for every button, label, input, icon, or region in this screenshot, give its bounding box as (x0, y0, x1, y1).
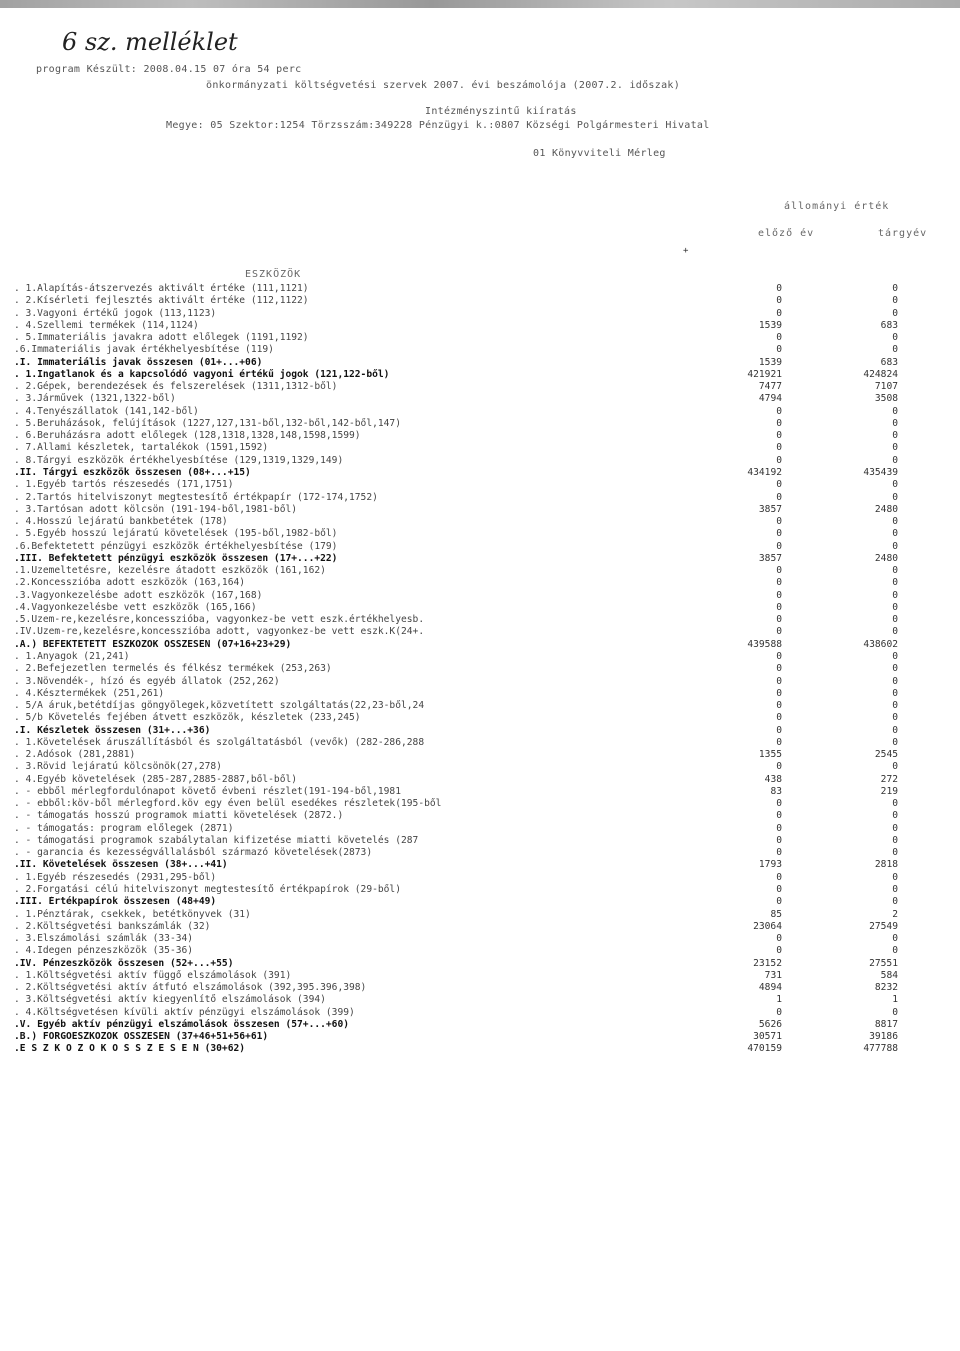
row-prev-year-value: 0 (776, 417, 782, 429)
row-subject-year-value: 0 (892, 871, 898, 883)
table-row (0, 958, 960, 970)
row-prev-year-value: 1355 (758, 749, 782, 761)
row-subject-year-value: 0 (892, 491, 898, 503)
row-prev-year-value: 0 (776, 528, 782, 540)
row-label: . - támogatás: program előlegek (2871) (14, 822, 234, 834)
table-row (0, 565, 960, 577)
row-label: . - garancia és kezességvállalásból származó követelések(2873) (14, 847, 373, 859)
table-row (0, 994, 960, 1006)
row-prev-year-value: 0 (776, 295, 782, 307)
row-subject-year-value: 27549 (869, 920, 898, 932)
row-subject-year-value: 683 (880, 356, 898, 368)
row-prev-year-value: 434192 (747, 466, 782, 478)
table-row (0, 798, 960, 810)
row-subject-year-value: 0 (892, 344, 898, 356)
row-subject-year-value: 0 (892, 417, 898, 429)
table-row (0, 406, 960, 418)
row-prev-year-value: 30571 (753, 1031, 782, 1043)
row-subject-year-value: 0 (892, 577, 898, 589)
row-subject-year-value: 0 (892, 332, 898, 344)
row-prev-year-value: 0 (776, 1006, 782, 1018)
row-label: . 2.Tartós hitelviszonyt megtestesítő értékpapír (172-174,1752) (14, 491, 378, 503)
table-row (0, 676, 960, 688)
row-prev-year-value: 7477 (758, 381, 782, 393)
row-prev-year-value: 0 (776, 454, 782, 466)
row-subject-year-value: 0 (892, 675, 898, 687)
row-subject-year-value: 0 (892, 847, 898, 859)
row-label: . - ebből mérlegfordulónapot követő évbeni részlet(191-194-ből,1981 (14, 785, 401, 797)
row-prev-year-value: 0 (776, 577, 782, 589)
row-label: .3.Vagyonkezelésbe adott eszközök (167,168) (14, 589, 263, 601)
row-prev-year-value: 1539 (758, 356, 782, 368)
row-prev-year-value: 0 (776, 884, 782, 896)
row-prev-year-value: 0 (776, 945, 782, 957)
row-label: . 2.Forgatási célú hitelviszonyt megtestesítő értékpapírok (29-ből) (14, 884, 401, 896)
table-row (0, 393, 960, 405)
row-prev-year-value: 439588 (747, 638, 782, 650)
row-subject-year-value: 1 (892, 994, 898, 1006)
table-row (0, 590, 960, 602)
column-header-subject-year: tárgyév (878, 228, 928, 239)
table-row (0, 982, 960, 994)
row-subject-year-value: 0 (892, 540, 898, 552)
table-row (0, 1007, 960, 1019)
row-prev-year-value: 0 (776, 700, 782, 712)
row-prev-year-value: 83 (770, 785, 782, 797)
row-label: .6.Befektetett pénzügyi eszközök értékhelyesbítése (179) (14, 540, 338, 552)
table-row (0, 602, 960, 614)
row-subject-year-value: 0 (892, 884, 898, 896)
row-label: . 1.Egyéb részesedés (2931,295-ből) (14, 871, 217, 883)
row-label: .I. Készletek összesen (31+...+36) (14, 724, 211, 736)
row-label: . 3.Elszámolási számlák (33-34) (14, 933, 194, 945)
table-row (0, 810, 960, 822)
row-prev-year-value: 421921 (747, 368, 782, 380)
row-prev-year-value: 23064 (753, 920, 782, 932)
row-subject-year-value: 0 (892, 650, 898, 662)
table-row (0, 479, 960, 491)
table-row (0, 835, 960, 847)
table-row (0, 639, 960, 651)
row-prev-year-value: 0 (776, 626, 782, 638)
row-subject-year-value: 0 (892, 442, 898, 454)
row-subject-year-value: 0 (892, 454, 898, 466)
row-label: . 2.Gépek, berendezések és felszerelések (1311,1312-ből) (14, 381, 338, 393)
row-subject-year-value: 683 (880, 319, 898, 331)
row-label: .IV.Üzem-re,kezelésre,koncesszióba adott, vagyonkez-be vett eszk.K(24+. (14, 626, 425, 638)
row-subject-year-value: 477788 (863, 1043, 898, 1055)
row-subject-year-value: 0 (892, 700, 898, 712)
row-subject-year-value: 0 (892, 687, 898, 699)
row-label: .II. Követelések összesen (38+...+41) (14, 859, 228, 871)
row-subject-year-value: 0 (892, 896, 898, 908)
row-prev-year-value: 0 (776, 405, 782, 417)
table-row (0, 528, 960, 540)
row-subject-year-value: 0 (892, 626, 898, 638)
row-label: .V. Egyéb aktív pénzügyi elszámolások összesen (57+...+60) (14, 1018, 350, 1030)
row-label: . 4.Tenyészállatok (141,142-ből) (14, 405, 199, 417)
row-label: . 5.Immateriális javakra adott előlegek (1191,1192) (14, 332, 309, 344)
row-subject-year-value: 0 (892, 565, 898, 577)
row-label: . 7.Állami készletek, tartalékok (1591,1592) (14, 442, 269, 454)
row-prev-year-value: 0 (776, 565, 782, 577)
row-subject-year-value: 0 (892, 945, 898, 957)
row-prev-year-value: 1 (776, 994, 782, 1006)
table-row (0, 344, 960, 356)
row-label: . 2.Kísérleti fejlesztés aktivált értéke (112,1122) (14, 295, 309, 307)
table-row (0, 455, 960, 467)
row-subject-year-value: 0 (892, 798, 898, 810)
row-label: . 3.Járművek (1321,1322-ből) (14, 393, 176, 405)
row-prev-year-value: 0 (776, 798, 782, 810)
table-row (0, 577, 960, 589)
table-row (0, 970, 960, 982)
table-row (0, 442, 960, 454)
row-subject-year-value: 438602 (863, 638, 898, 650)
table-row (0, 1031, 960, 1043)
row-label: .2.Koncesszióba adott eszközök (163,164) (14, 577, 246, 589)
row-subject-year-value: 8817 (874, 1018, 898, 1030)
table-row (0, 663, 960, 675)
row-label: .III. Befektetett pénzügyi eszközök összesen (17+...+22) (14, 552, 338, 564)
row-prev-year-value: 23152 (753, 957, 782, 969)
table-row (0, 541, 960, 553)
table-row (0, 847, 960, 859)
table-row (0, 761, 960, 773)
table-row (0, 725, 960, 737)
table-row (0, 430, 960, 442)
row-label: . 2.Befejezetlen termelés és félkész termékek (253,263) (14, 663, 332, 675)
row-label: .B.) FORGÓESZKÖZÖK ÖSSZESEN (37+46+51+56+61) (14, 1031, 269, 1043)
table-row (0, 872, 960, 884)
row-label: . - támogatás hosszú programok miatti követelések (2872.) (14, 810, 344, 822)
table-row (0, 909, 960, 921)
row-subject-year-value: 0 (892, 724, 898, 736)
row-subject-year-value: 2 (892, 908, 898, 920)
table-row (0, 774, 960, 786)
row-subject-year-value: 0 (892, 430, 898, 442)
row-prev-year-value: 1539 (758, 319, 782, 331)
table-row (0, 467, 960, 479)
row-prev-year-value: 0 (776, 871, 782, 883)
row-subject-year-value: 0 (892, 712, 898, 724)
row-subject-year-value: 2818 (874, 859, 898, 871)
row-subject-year-value: 0 (892, 589, 898, 601)
output-title: Intézményszintű kiíratás (425, 106, 577, 117)
row-prev-year-value: 0 (776, 687, 782, 699)
row-prev-year-value: 0 (776, 933, 782, 945)
row-label: . 1.Anyagok (21,241) (14, 650, 130, 662)
row-prev-year-value: 0 (776, 724, 782, 736)
column-group-header: állományi érték (784, 201, 890, 212)
table-row (0, 700, 960, 712)
row-prev-year-value: 0 (776, 834, 782, 846)
table-row (0, 283, 960, 295)
row-subject-year-value: 584 (880, 969, 898, 981)
row-label: . 3.Vagyoni értékű jogok (113,1123) (14, 307, 217, 319)
row-label: .E S Z K Ö Z Ö K Ö S S Z E S E N (30+62) (14, 1043, 246, 1055)
location-line: Megye: 05 Szektor:1254 Törzsszám:349228 Pénzügyi k.:0807 Községi Polgármesteri Hivatal (166, 120, 710, 131)
form-line: 01 Könyvviteli Mérleg (533, 148, 666, 159)
row-label: . 3.Költségvetési aktív kiegyenlítő elszámolások (394) (14, 994, 326, 1006)
row-subject-year-value: 0 (892, 822, 898, 834)
table-row (0, 516, 960, 528)
row-subject-year-value: 424824 (863, 368, 898, 380)
row-prev-year-value: 5626 (758, 1018, 782, 1030)
table-row (0, 614, 960, 626)
row-subject-year-value: 0 (892, 834, 898, 846)
row-label: . 1.Ingatlanok és a kapcsolódó vagyoni értékű jogok (121,122-ből) (14, 368, 390, 380)
row-subject-year-value: 272 (880, 773, 898, 785)
row-subject-year-value: 39186 (869, 1031, 898, 1043)
row-prev-year-value: 731 (764, 969, 782, 981)
row-prev-year-value: 0 (776, 479, 782, 491)
row-subject-year-value: 27551 (869, 957, 898, 969)
row-prev-year-value: 1793 (758, 859, 782, 871)
row-prev-year-value: 0 (776, 307, 782, 319)
row-subject-year-value: 8232 (874, 982, 898, 994)
row-prev-year-value: 470159 (747, 1043, 782, 1055)
column-header-prev-year: előző év (758, 228, 815, 239)
table-row (0, 418, 960, 430)
row-prev-year-value: 0 (776, 736, 782, 748)
balance-sheet-table (0, 283, 960, 1056)
table-row (0, 688, 960, 700)
row-label: . 4.Költségvetésen kívüli aktív pénzügyi elszámolások (399) (14, 1006, 355, 1018)
row-prev-year-value: 3857 (758, 552, 782, 564)
row-prev-year-value: 0 (776, 283, 782, 294)
row-subject-year-value: 0 (892, 479, 898, 491)
row-subject-year-value: 2480 (874, 503, 898, 515)
row-label: . 2.Költségvetési bankszámlák (32) (14, 920, 211, 932)
row-label: .II. Tárgyi eszközök összesen (08+...+15) (14, 466, 251, 478)
row-subject-year-value: 0 (892, 307, 898, 319)
table-row (0, 553, 960, 565)
row-subject-year-value: 0 (892, 1006, 898, 1018)
table-row (0, 332, 960, 344)
row-label: . 4.Egyéb követelések (285-287,2885-2887,ből-ből) (14, 773, 298, 785)
row-label: . 1.Alapítás-átszervezés aktivált értéke (111,1121) (14, 283, 309, 294)
row-label: . - ebből:köv-ből mérlegford.köv egy éven belül esedékes részletek(195-ből (14, 798, 442, 810)
table-row (0, 357, 960, 369)
table-row (0, 921, 960, 933)
row-prev-year-value: 0 (776, 601, 782, 613)
row-subject-year-value: 0 (892, 736, 898, 748)
table-row (0, 295, 960, 307)
row-label: . 6.Beruházásra adott előlegek (128,1318,1328,148,1598,1599) (14, 430, 361, 442)
row-subject-year-value: 0 (892, 528, 898, 540)
table-row (0, 626, 960, 638)
row-label: .I. Immateriális javak összesen (01+...+06) (14, 356, 263, 368)
row-prev-year-value: 0 (776, 491, 782, 503)
row-subject-year-value: 0 (892, 810, 898, 822)
row-prev-year-value: 0 (776, 540, 782, 552)
row-subject-year-value: 0 (892, 663, 898, 675)
table-row (0, 823, 960, 835)
row-subject-year-value: 0 (892, 516, 898, 528)
row-label: . 1.Pénztárak, csekkek, betétkönyvek (31) (14, 908, 251, 920)
row-prev-year-value: 0 (776, 442, 782, 454)
row-prev-year-value: 0 (776, 761, 782, 773)
row-prev-year-value: 0 (776, 614, 782, 626)
row-prev-year-value: 438 (764, 773, 782, 785)
row-subject-year-value: 7107 (874, 381, 898, 393)
row-subject-year-value: 0 (892, 601, 898, 613)
row-label: . 8.Tárgyi eszközök értékhelyesbítése (129,1319,1329,149) (14, 454, 344, 466)
row-subject-year-value: 3508 (874, 393, 898, 405)
row-prev-year-value: 0 (776, 430, 782, 442)
row-label: .IV. Pénzeszközök összesen (52+...+55) (14, 957, 234, 969)
row-label: . 4.Hosszú lejáratú bankbetétek (178) (14, 516, 228, 528)
table-row (0, 492, 960, 504)
row-prev-year-value: 0 (776, 675, 782, 687)
table-row (0, 504, 960, 516)
row-prev-year-value: 0 (776, 332, 782, 344)
row-label: .5.Üzem-re,kezelésre,koncesszióba, vagyonkez-be vett eszk.értékhelyesb. (14, 614, 425, 626)
row-subject-year-value: 0 (892, 283, 898, 294)
table-row (0, 381, 960, 393)
table-row (0, 859, 960, 871)
report-line: önkormányzati költségvetési szervek 2007. évi beszámolója (2007.2. időszak) (206, 80, 681, 91)
row-subject-year-value: 0 (892, 295, 898, 307)
program-line: program Készült: 2008.04.15 07 óra 54 perc (36, 64, 302, 75)
row-prev-year-value: 0 (776, 810, 782, 822)
row-label: .III. Értékpapírok összesen (48+49) (14, 896, 217, 908)
row-prev-year-value: 0 (776, 589, 782, 601)
row-label: . 4.Késztermékek (251,261) (14, 687, 165, 699)
row-label: . 3.Növendék-, hízó és egyéb állatok (252,262) (14, 675, 280, 687)
row-subject-year-value: 219 (880, 785, 898, 797)
row-label: . 5.Egyéb hosszú lejáratú követelések (195-ből,1982-ből) (14, 528, 338, 540)
table-row (0, 1043, 960, 1055)
row-label: . 5/A áruk,betétdíjas göngyölegek,közvetített szolgáltatás(22,23-ből,24 (14, 700, 425, 712)
row-subject-year-value: 0 (892, 761, 898, 773)
row-label: . 5/b Követelés fejében átvett eszközök, készletek (233,245) (14, 712, 361, 724)
table-row (0, 945, 960, 957)
table-row (0, 786, 960, 798)
row-label: . 2.Adósok (281,2881) (14, 749, 136, 761)
row-prev-year-value: 0 (776, 650, 782, 662)
table-row (0, 1019, 960, 1031)
row-prev-year-value: 4794 (758, 393, 782, 405)
row-subject-year-value: 2480 (874, 552, 898, 564)
table-row (0, 749, 960, 761)
row-label: .6.Immateriális javak értékhelyesbítése (119) (14, 344, 274, 356)
row-prev-year-value: 0 (776, 344, 782, 356)
row-prev-year-value: 0 (776, 516, 782, 528)
row-label: . 3.Tartósan adott kölcsön (191-194-ből,1981-ből) (14, 503, 298, 515)
row-prev-year-value: 3857 (758, 503, 782, 515)
row-label: . 1.Követelések áruszállításból és szolgáltatásból (vevők) (282-286,288 (14, 736, 425, 748)
table-row (0, 884, 960, 896)
row-subject-year-value: 0 (892, 614, 898, 626)
table-row (0, 320, 960, 332)
row-prev-year-value: 4894 (758, 982, 782, 994)
table-row (0, 651, 960, 663)
row-label: . 4.Idegen pénzeszközök (35-36) (14, 945, 194, 957)
row-label: . 1.Egyéb tartós részesedés (171,1751) (14, 479, 234, 491)
table-row (0, 933, 960, 945)
handwritten-annotation: 6 sz. melléklet (62, 28, 238, 56)
row-label: .A.) BEFEKTETETT ESZKÖZÖK ÖSSZESEN (07+16+23+29) (14, 638, 292, 650)
row-prev-year-value: 85 (770, 908, 782, 920)
row-prev-year-value: 0 (776, 822, 782, 834)
row-label: . 4.Szellemi termékek (114,1124) (14, 319, 199, 331)
row-prev-year-value: 0 (776, 663, 782, 675)
table-row (0, 712, 960, 724)
row-label: . 5.Beruházások, felújítások (1227,127,131-ből,132-ből,142-ből,147) (14, 417, 401, 429)
row-subject-year-value: 435439 (863, 466, 898, 478)
row-label: . 2.Költségvetési aktív átfutó elszámolások (392,395.396,398) (14, 982, 367, 994)
row-prev-year-value: 0 (776, 896, 782, 908)
row-label: . 1.Költségvetési aktív függő elszámolások (391) (14, 969, 292, 981)
table-row (0, 308, 960, 320)
row-subject-year-value: 0 (892, 933, 898, 945)
scan-top-edge (0, 0, 960, 8)
table-row (0, 369, 960, 381)
row-label: . - támogatási programok szabálytalan kifizetése miatti követelés (287 (14, 834, 419, 846)
section-title: ESZKÖZÖK (245, 269, 302, 280)
table-row (0, 737, 960, 749)
row-prev-year-value: 0 (776, 847, 782, 859)
row-prev-year-value: 0 (776, 712, 782, 724)
row-label: . 3.Rövid lejáratú kölcsönök(27,278) (14, 761, 222, 773)
table-row (0, 896, 960, 908)
row-label: .1.Üzemeltetésre, kezelésre átadott eszközök (161,162) (14, 565, 326, 577)
row-label: .4.Vagyonkezelésbe vett eszközök (165,166) (14, 601, 257, 613)
row-subject-year-value: 2545 (874, 749, 898, 761)
scan-mark: + (683, 246, 689, 256)
row-subject-year-value: 0 (892, 405, 898, 417)
